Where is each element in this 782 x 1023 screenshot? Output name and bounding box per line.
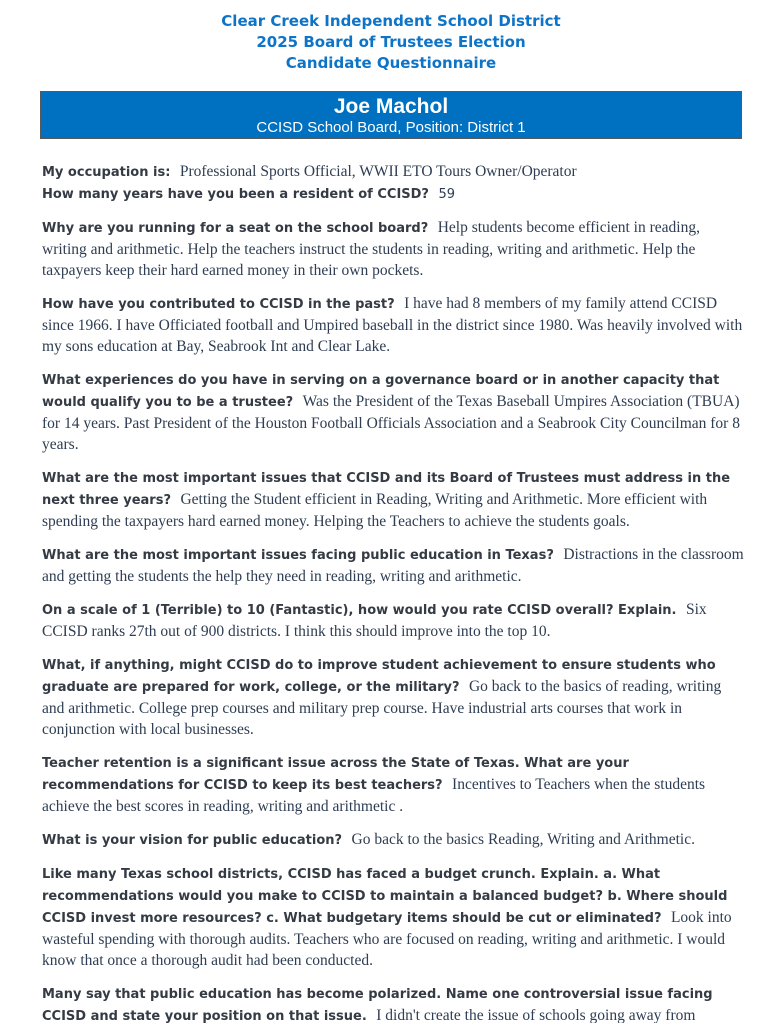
question-text: Why are you running for a seat on the school board?	[42, 221, 429, 236]
qa-list	[42, 161, 746, 1023]
question-text: How many years have you been a resident of CCISD?	[42, 187, 429, 202]
answer-text: Professional Sports Official, WWII ETO Tours Owner/Operator	[179, 163, 577, 180]
candidate-name: Joe Machol	[333, 95, 449, 118]
header-line-questionnaire: Candidate Questionnaire	[285, 54, 497, 72]
candidate-banner	[40, 91, 742, 139]
question-text: What experiences do you have in serving on a governance board or in another capacity that would qualify you to be a trustee?	[42, 373, 720, 410]
answer-text: I didn't create the issue of schools going away from	[376, 1007, 696, 1023]
qa-block	[42, 293, 746, 357]
question-text: Teacher retention is a significant issue across the State of Texas. What are your recommendations for CCISD to keep its best teachers?	[42, 756, 629, 793]
question-text: What are the most important issues that CCISD and its Board of Trustees must address in the next three years?	[42, 471, 731, 508]
question-text: How have you contributed to CCISD in the past?	[42, 297, 395, 312]
candidate-position: CCISD School Board, Position: District 1	[256, 119, 526, 136]
question-text: What, if anything, might CCISD do to improve student achievement to ensure students who graduate are prepared for work, college, or the military?	[42, 658, 716, 695]
qa-block	[42, 183, 746, 205]
qa-block	[42, 369, 746, 455]
answer-text: Help students become efficient in reading, writing and arithmetic. Help the teachers instruct the students in reading, writing and arithmetic. Help the taxpayers keep their hard earned money in their own pockets.	[42, 219, 700, 279]
qa-block	[42, 467, 746, 532]
question-text: Many say that public education has become polarized. Name one controversial issue facing CCISD and state your position on that issue.	[42, 987, 713, 1023]
qa-block	[42, 161, 746, 183]
question-text: What are the most important issues facing public education in Texas?	[42, 548, 554, 563]
qa-block	[42, 654, 746, 740]
qa-block	[42, 752, 746, 817]
answer-text: 59	[438, 187, 455, 202]
answer-text: Incentives to Teachers when the students achieve the best scores in reading, writing and arithmetic .	[42, 776, 706, 815]
answer-text: Distractions in the classroom and getting the students the help they need in reading, writing and arithmetic.	[42, 546, 744, 585]
qa-block	[42, 863, 746, 971]
question-text: My occupation is:	[42, 165, 171, 180]
answer-text: Go back to the basics of reading, writing and arithmetic. College prep courses and military prep course. Have industrial arts courses that work in conjunction with local businesses.	[42, 678, 722, 738]
qa-block	[42, 544, 746, 587]
answer-text: Six CCISD ranks 27th out of 900 districts. I think this should improve into the top 10.	[42, 601, 707, 640]
answer-text: Look into wasteful spending with thorough audits. Teachers who are focused on reading, writing and arithmetic. I would know that once a thorough audit had been conducted.	[42, 909, 732, 969]
question-text: What is your vision for public education?	[42, 833, 343, 848]
question-text: Like many Texas school districts, CCISD has faced a budget crunch. Explain. a. What recommendations would you make to CCISD to maintain a balanced budget? b. Where should CCISD invest more resources? c. What budgetary items should be cut or eliminated?	[42, 867, 728, 926]
qa-block	[42, 217, 746, 281]
answer-text: Go back to the basics Reading, Writing and Arithmetic.	[351, 831, 695, 848]
qa-block	[42, 599, 746, 642]
qa-block	[42, 983, 746, 1023]
answer-text: Getting the Student efficient in Reading, Writing and Arithmetic. More efficient with spending the taxpayers hard earned money. Helping the Teachers to achieve the students goals.	[42, 491, 708, 530]
qa-block	[42, 829, 746, 851]
header-line-district: Clear Creek Independent School District	[221, 12, 561, 30]
question-text: On a scale of 1 (Terrible) to 10 (Fantastic), how would you rate CCISD overall? Explain.	[42, 603, 677, 618]
answer-text: I have had 8 members of my family attend CCISD since 1966. I have Officiated football and Umpired baseball in the district since 1980. Was heavily involved with my sons education at Bay, Seabrook Int and Clear Lake.	[42, 295, 743, 355]
document-header	[0, 0, 782, 74]
answer-text: Was the President of the Texas Baseball Umpires Association (TBUA) for 14 years. Past President of the Houston Football Officials Association and a Seabrook City Councilman for 8 years.	[42, 393, 740, 453]
header-line-election: 2025 Board of Trustees Election	[256, 33, 526, 51]
